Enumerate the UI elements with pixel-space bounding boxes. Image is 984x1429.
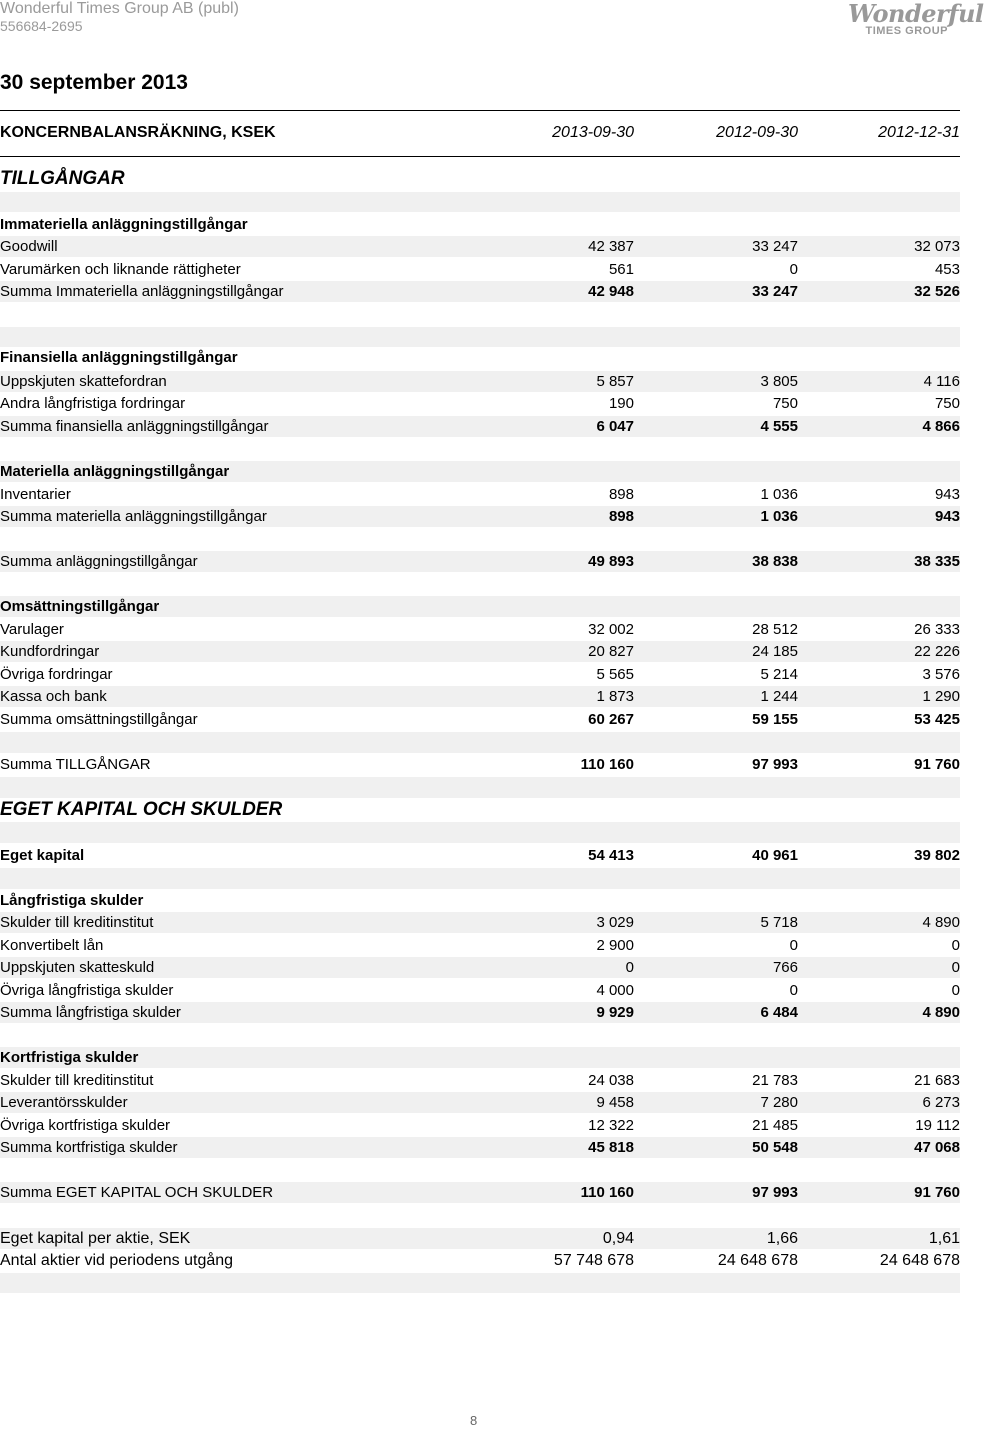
cell-value: 6 047 — [596, 418, 634, 435]
cell-value: 50 548 — [752, 1139, 798, 1156]
cell-value: 1 036 — [760, 486, 798, 503]
cell-value: 40 961 — [752, 847, 798, 864]
cell-value: 9 929 — [596, 1004, 634, 1021]
table-row — [0, 619, 960, 640]
cell-value: 750 — [772, 395, 798, 412]
cell-value: 0 — [625, 959, 634, 976]
spacer-band — [0, 777, 960, 798]
table-row — [0, 506, 960, 527]
cell-value: 0 — [951, 982, 960, 999]
cell-value: 32 073 — [914, 238, 960, 255]
spacer-band — [0, 192, 960, 212]
cell-value: 0 — [789, 261, 798, 278]
table-row — [0, 551, 960, 572]
row-label: Konvertibelt lån — [0, 937, 104, 954]
table-row — [0, 1047, 960, 1068]
cell-value: 26 333 — [914, 621, 960, 638]
cell-value: 6 484 — [760, 1004, 798, 1021]
cell-value: 3 576 — [922, 666, 960, 683]
cell-value: 3 805 — [760, 373, 798, 390]
org-number: 556684-2695 — [0, 18, 83, 34]
row-label: Skulder till kreditinstitut — [0, 914, 154, 931]
cell-value: 4 000 — [596, 982, 634, 999]
row-label: Eget kapital per aktie, SEK — [0, 1230, 191, 1247]
row-label: Uppskjuten skatteskuld — [0, 959, 155, 976]
cell-value: 1 290 — [922, 688, 960, 705]
row-label: Summa anläggningstillgångar — [0, 553, 198, 570]
row-label: Kortfristiga skulder — [0, 1049, 139, 1066]
cell-value: 21 485 — [752, 1117, 798, 1134]
column-header: 2013-09-30 — [552, 124, 634, 141]
cell-value: 0 — [789, 937, 798, 954]
cell-value: 4 866 — [922, 418, 960, 435]
spacer-band — [0, 822, 960, 843]
cell-value: 898 — [608, 508, 634, 525]
cell-value: 33 247 — [752, 283, 798, 300]
cell-value: 5 214 — [760, 666, 798, 683]
cell-value: 0 — [789, 982, 798, 999]
divider — [0, 156, 960, 157]
cell-value: 453 — [934, 261, 960, 278]
table-row — [0, 664, 960, 685]
cell-value: 4 116 — [923, 373, 960, 390]
row-label: Omsättningstillgångar — [0, 598, 160, 615]
row-label: Summa långfristiga skulder — [0, 1004, 181, 1021]
cell-value: 12 322 — [588, 1117, 634, 1134]
row-label: Övriga kortfristiga skulder — [0, 1117, 171, 1134]
cell-value: 91 760 — [914, 1184, 960, 1201]
column-header: 2012-09-30 — [716, 124, 798, 141]
column-header: 2012-12-31 — [878, 124, 960, 141]
row-label: Uppskjuten skattefordran — [0, 373, 167, 390]
cell-value: 943 — [934, 508, 960, 525]
table-row — [0, 686, 960, 707]
row-label: Eget kapital — [0, 847, 85, 864]
cell-value: 5 857 — [596, 373, 634, 390]
cell-value: 6 273 — [922, 1094, 960, 1111]
table-row — [0, 1137, 960, 1158]
row-label: Summa materiella anläggningstillgångar — [0, 508, 267, 525]
cell-value: 47 068 — [914, 1139, 960, 1156]
section-title-assets: TILLGÅNGAR — [0, 168, 125, 189]
cell-value: 24 038 — [588, 1072, 634, 1089]
cell-value: 59 155 — [752, 711, 798, 728]
row-label: Summa finansiella anläggningstillgångar — [0, 418, 269, 435]
table-title: KONCERNBALANSRÄKNING, KSEK — [0, 124, 276, 141]
cell-value: 0 — [951, 959, 960, 976]
table-row — [0, 347, 960, 368]
table-row — [0, 596, 960, 617]
row-label: Immateriella anläggningstillgångar — [0, 216, 248, 233]
table-row — [0, 214, 960, 235]
page-number: 8 — [470, 1413, 478, 1428]
table-row — [0, 957, 960, 978]
table-row — [0, 1250, 960, 1271]
table-row — [0, 1182, 960, 1203]
row-label: Summa Immateriella anläggningstillgångar — [0, 283, 284, 300]
cell-value: 38 838 — [752, 553, 798, 570]
cell-value: 9 458 — [596, 1094, 634, 1111]
cell-value: 45 818 — [588, 1139, 634, 1156]
table-row — [0, 1115, 960, 1136]
cell-value: 1 244 — [760, 688, 798, 705]
row-label: Summa EGET KAPITAL OCH SKULDER — [0, 1184, 274, 1201]
cell-value: 33 247 — [752, 238, 798, 255]
cell-value: 39 802 — [914, 847, 960, 864]
cell-value: 24 648 678 — [717, 1252, 798, 1269]
table-row — [0, 641, 960, 662]
cell-value: 24 648 678 — [879, 1252, 960, 1269]
table-row — [0, 754, 960, 775]
cell-value: 53 425 — [914, 711, 960, 728]
table-row — [0, 890, 960, 911]
cell-value: 42 948 — [588, 283, 634, 300]
page-title: 30 september 2013 — [0, 71, 188, 94]
table-row — [0, 416, 960, 437]
table-row — [0, 1228, 960, 1249]
cell-value: 898 — [608, 486, 634, 503]
table-row — [0, 393, 960, 414]
cell-value: 4 890 — [922, 1004, 960, 1021]
row-label: Övriga fordringar — [0, 666, 113, 683]
spacer-band — [0, 1273, 960, 1293]
cell-value: 561 — [608, 261, 634, 278]
row-label: Goodwill — [0, 238, 58, 255]
table-row — [0, 845, 960, 866]
cell-value: 110 160 — [580, 756, 634, 773]
row-label: Varumärken och liknande rättigheter — [0, 261, 241, 278]
cell-value: 20 827 — [588, 643, 634, 660]
cell-value: 21 683 — [914, 1072, 960, 1089]
company-name: Wonderful Times Group AB (publ) — [0, 0, 239, 17]
cell-value: 49 893 — [588, 553, 634, 570]
column-header-row — [0, 122, 960, 144]
cell-value: 57 748 678 — [553, 1252, 634, 1269]
cell-value: 7 280 — [760, 1094, 798, 1111]
row-label: Övriga långfristiga skulder — [0, 982, 174, 999]
table-row — [0, 371, 960, 392]
row-label: Skulder till kreditinstitut — [0, 1072, 154, 1089]
cell-value: 3 029 — [596, 914, 634, 931]
table-row — [0, 912, 960, 933]
cell-value: 5 718 — [760, 914, 798, 931]
logo-sub: TIMES GROUP — [865, 25, 948, 37]
cell-value: 4 890 — [922, 914, 960, 931]
table-row — [0, 709, 960, 730]
row-label: Varulager — [0, 621, 64, 638]
cell-value: 54 413 — [588, 847, 634, 864]
cell-value: 766 — [772, 959, 798, 976]
cell-value: 28 512 — [752, 621, 798, 638]
table-row — [0, 1002, 960, 1023]
cell-value: 0,94 — [602, 1230, 634, 1247]
cell-value: 4 555 — [760, 418, 798, 435]
cell-value: 5 565 — [596, 666, 634, 683]
spacer-band — [0, 868, 960, 889]
cell-value: 24 185 — [752, 643, 798, 660]
table-row — [0, 1092, 960, 1113]
cell-value: 0 — [951, 937, 960, 954]
table-row — [0, 259, 960, 280]
table-row — [0, 980, 960, 1001]
row-label: Summa omsättningstillgångar — [0, 711, 198, 728]
cell-value: 91 760 — [914, 756, 960, 773]
logo-word: Wonderful — [848, 0, 984, 28]
cell-value: 38 335 — [914, 553, 960, 570]
row-label: Materiella anläggningstillgångar — [0, 463, 230, 480]
row-label: Inventarier — [0, 486, 71, 503]
cell-value: 1,66 — [766, 1230, 798, 1247]
row-label: Leverantörsskulder — [0, 1094, 128, 1111]
row-label: Andra långfristiga fordringar — [0, 395, 186, 412]
cell-value: 22 226 — [914, 643, 960, 660]
row-label: Finansiella anläggningstillgångar — [0, 349, 238, 366]
cell-value: 42 387 — [588, 238, 634, 255]
table-row — [0, 461, 960, 482]
row-label: Antal aktier vid periodens utgång — [0, 1252, 234, 1269]
company-logo — [848, 0, 984, 38]
spacer-band — [0, 732, 960, 753]
table-row — [0, 281, 960, 302]
spacer-band — [0, 327, 960, 347]
cell-value: 97 993 — [752, 1184, 798, 1201]
table-row — [0, 935, 960, 956]
cell-value: 1 036 — [760, 508, 798, 525]
cell-value: 1 873 — [596, 688, 634, 705]
divider — [0, 110, 960, 111]
row-label: Summa kortfristiga skulder — [0, 1139, 178, 1156]
table-row — [0, 484, 960, 505]
cell-value: 21 783 — [752, 1072, 798, 1089]
section-title-equity-liabilities: EGET KAPITAL OCH SKULDER — [0, 799, 283, 820]
row-label: Kundfordringar — [0, 643, 100, 660]
row-label: Kassa och bank — [0, 688, 107, 705]
cell-value: 110 160 — [580, 1184, 634, 1201]
cell-value: 60 267 — [588, 711, 634, 728]
cell-value: 19 112 — [915, 1117, 960, 1134]
table-row — [0, 1070, 960, 1091]
cell-value: 750 — [934, 395, 960, 412]
cell-value: 32 526 — [914, 283, 960, 300]
cell-value: 97 993 — [752, 756, 798, 773]
cell-value: 2 900 — [596, 937, 634, 954]
row-label: Långfristiga skulder — [0, 892, 144, 909]
cell-value: 190 — [608, 395, 634, 412]
cell-value: 943 — [934, 486, 960, 503]
row-label: Summa TILLGÅNGAR — [0, 756, 151, 773]
cell-value: 1,61 — [928, 1230, 960, 1247]
cell-value: 32 002 — [588, 621, 634, 638]
table-row — [0, 236, 960, 257]
